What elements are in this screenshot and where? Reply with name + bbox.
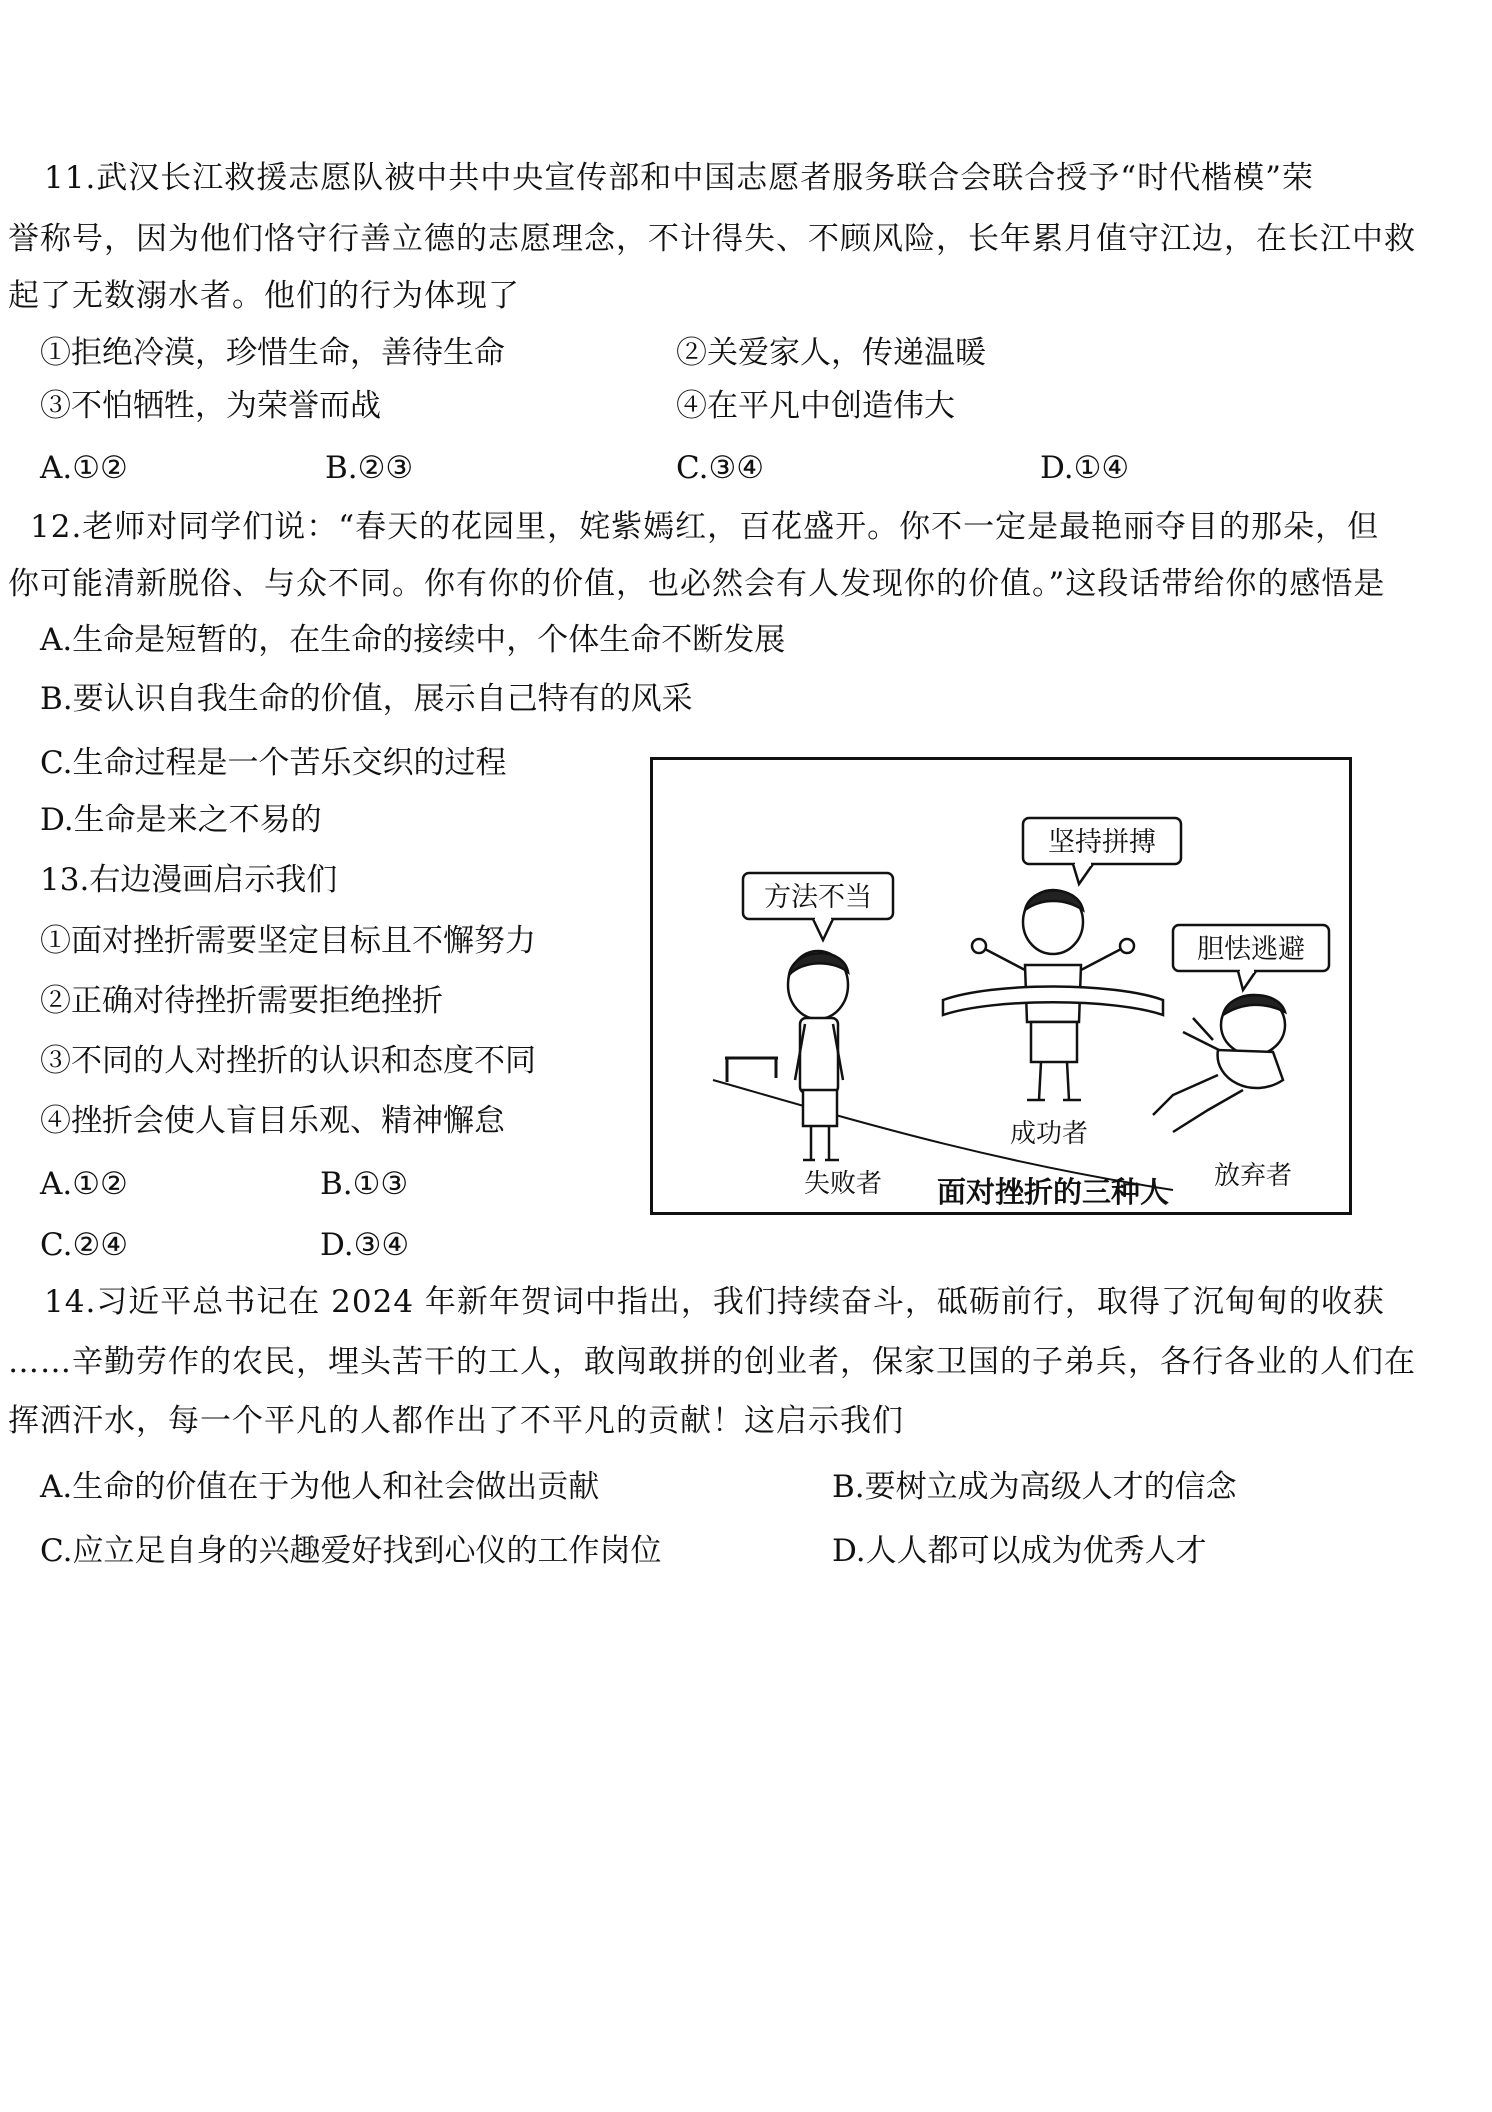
failure-boy-drawing (788, 951, 848, 1160)
label-quitter: 放弃者 (1213, 1161, 1293, 1191)
q11-option-c: C.③④ (676, 450, 765, 486)
success-boy-drawing (943, 890, 1163, 1100)
q13-statement-2: ②正确对待挫折需要拒绝挫折 (40, 983, 443, 1019)
q12-option-b: B.要认识自我生命的价值，展示自己特有的风采 (40, 681, 693, 717)
q11-option-a: A.①② (40, 450, 128, 486)
q11-option-d: D.①④ (1040, 450, 1130, 486)
q12-option-a: A.生命是短暂的，在生命的接续中，个体生命不断发展 (40, 622, 786, 658)
q12-stem-line2: 你可能清新脱俗、与众不同。你有你的价值，也必然会有人发现你的价值。”这段话带给你的感悟是 (8, 566, 1386, 602)
q14-stem-line2: ……辛勤劳作的农民，埋头苦干的工人，敢闯敢拼的创业者，保家卫国的子弟兵，各行各业的人们在 (8, 1344, 1416, 1380)
q11-statement-4: ④在平凡中创造伟大 (676, 388, 955, 424)
quitter-boy-drawing (1153, 995, 1285, 1132)
ground-line (713, 1080, 1173, 1190)
bubble-mid (1023, 818, 1181, 884)
cartoon-three-people-facing-setbacks (650, 757, 1352, 1215)
q11-statement-1: ①拒绝冷漠，珍惜生命，善待生命 (40, 335, 505, 371)
q14-stem-line1: 14.习近平总书记在 2024 年新年贺词中指出，我们持续奋斗，砥砺前行，取得了沉甸甸的收获 (44, 1284, 1385, 1320)
q13-option-d: D.③④ (320, 1227, 410, 1263)
q12-option-c: C.生命过程是一个苦乐交织的过程 (40, 745, 507, 781)
label-failure: 失败者 (803, 1169, 883, 1199)
cartoon-drawing (653, 760, 1349, 1212)
q13-option-b: B.①③ (320, 1166, 409, 1202)
q11-statement-2: ②关爱家人，传递温暖 (676, 335, 986, 371)
q13-statement-1: ①面对挫折需要坚定目标且不懈努力 (40, 923, 536, 959)
cartoon-caption: 面对挫折的三种人 (936, 1175, 1170, 1209)
q13-option-a: A.①② (40, 1166, 128, 1202)
bubble-mid-text: 坚持拼搏 (1048, 827, 1156, 858)
q13-stem: 13.右边漫画启示我们 (40, 862, 338, 898)
hurdle-drawing (725, 1058, 778, 1082)
label-success: 成功者 (1009, 1119, 1089, 1149)
q11-statement-3: ③不怕牺牲，为荣誉而战 (40, 388, 381, 424)
q14-option-d: D.人人都可以成为优秀人才 (832, 1533, 1207, 1569)
q13-option-c: C.②④ (40, 1227, 129, 1263)
q11-stem-line3: 起了无数溺水者。他们的行为体现了 (8, 278, 520, 314)
q11-option-b: B.②③ (325, 450, 414, 486)
bubble-left-text: 方法不当 (764, 882, 872, 913)
q14-stem-line3: 挥洒汗水，每一个平凡的人都作出了不平凡的贡献！这启示我们 (8, 1403, 904, 1439)
q11-stem-line2: 誉称号，因为他们恪守行善立德的志愿理念，不计得失、不顾风险，长年累月值守江边，在长江中救 (8, 221, 1416, 257)
bubble-right (1173, 925, 1329, 990)
q13-statement-4: ④挫折会使人盲目乐观、精神懈怠 (40, 1103, 505, 1139)
bubble-right-text: 胆怯逃避 (1197, 934, 1305, 965)
q11-stem-line1: 11.武汉长江救援志愿队被中共中央宣传部和中国志愿者服务联合会联合授予“时代楷模”荣 (44, 160, 1314, 196)
q12-option-d: D.生命是来之不易的 (40, 802, 322, 838)
bubble-left (743, 873, 893, 940)
q14-option-c: C.应立足自身的兴趣爱好找到心仪的工作岗位 (40, 1533, 662, 1569)
q12-stem-line1: 12.老师对同学们说：“春天的花园里，姹紫嫣红，百花盛开。你不一定是最艳丽夺目的那朵，但 (30, 509, 1380, 545)
q14-option-b: B.要树立成为高级人才的信念 (832, 1469, 1237, 1505)
q13-statement-3: ③不同的人对挫折的认识和态度不同 (40, 1043, 536, 1079)
q14-option-a: A.生命的价值在于为他人和社会做出贡献 (40, 1469, 600, 1505)
